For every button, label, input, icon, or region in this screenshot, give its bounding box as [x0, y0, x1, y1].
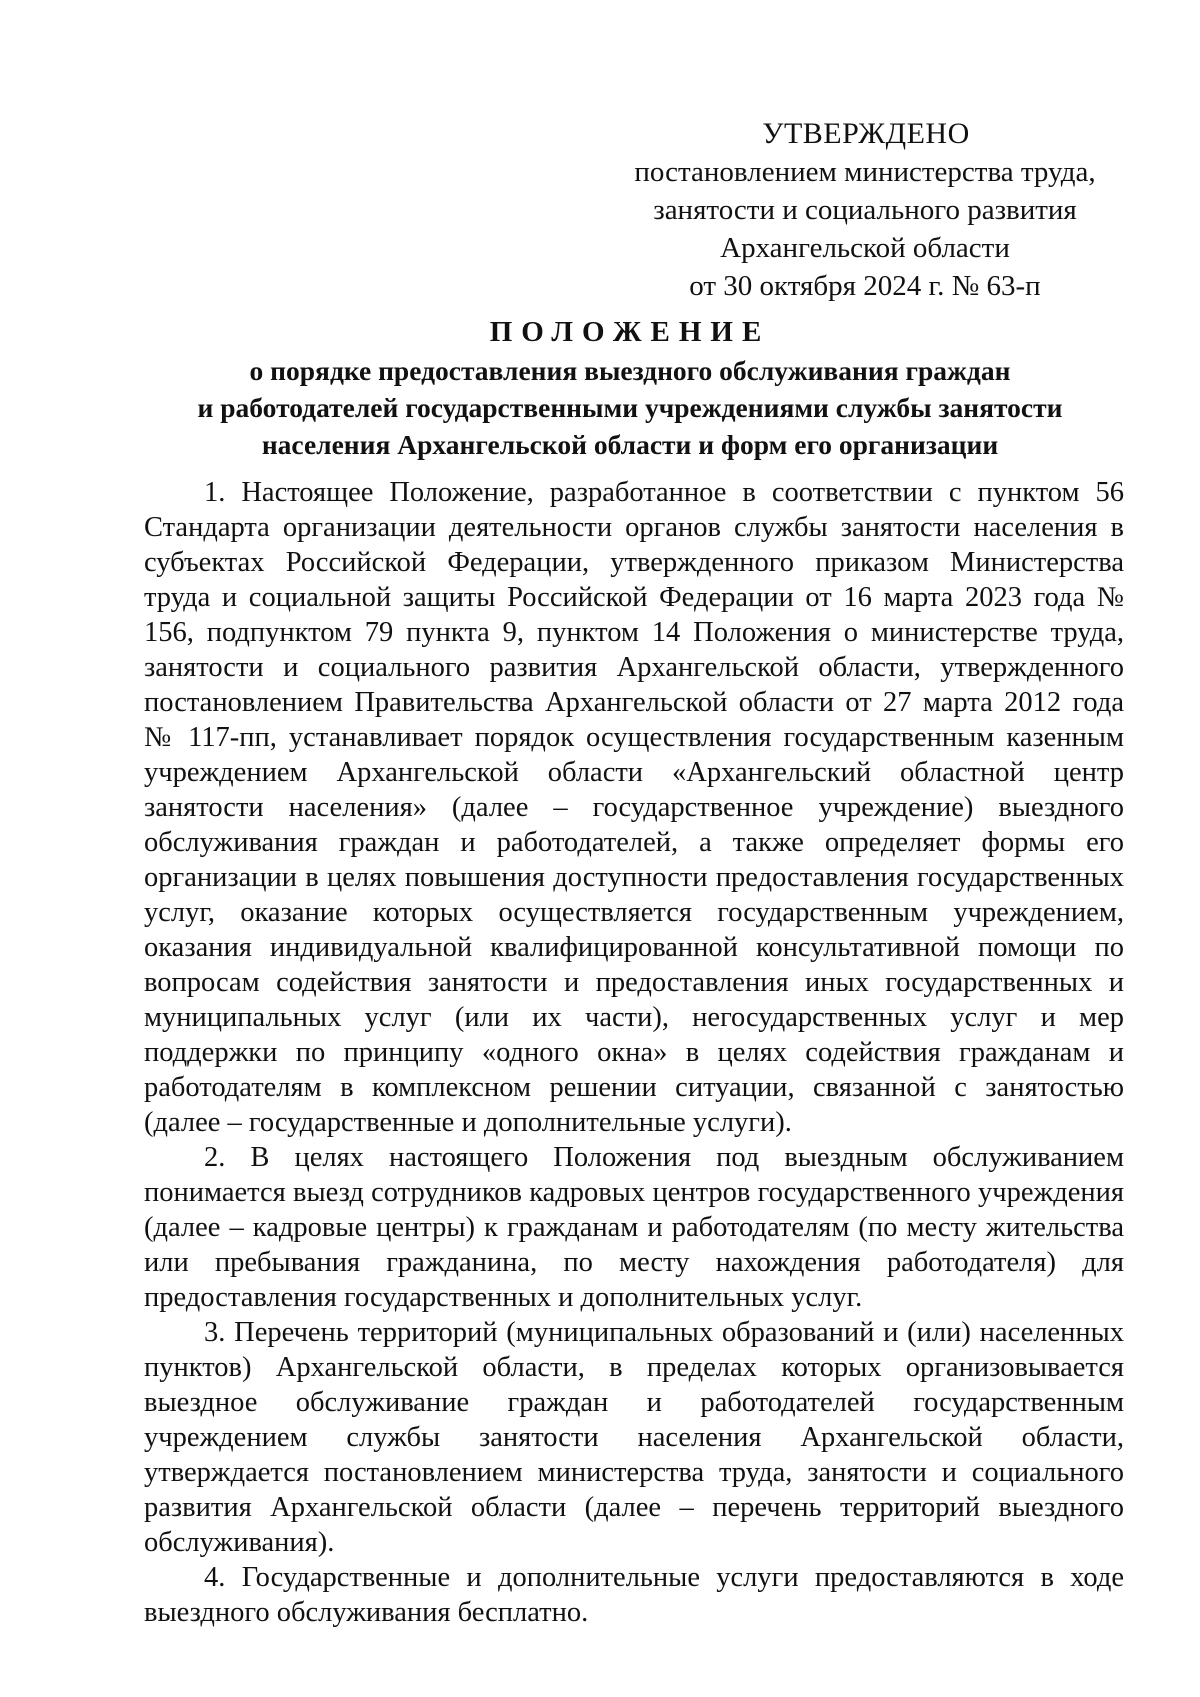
paragraph-4: 4. Государственные и дополнительные услуги предоставляются в ходе выездного обслуживания бесплатно. — [144, 1562, 1124, 1628]
paragraph-3: 3. Перечень территорий (муниципальных образований и (или) населенных пунктов) Архангельской области, в пределах которых организовывается выездное обслуживание граждан и работодателей государственным учреждением службы занятости населения Архангельской области, утверждается постановлением министерства труда, занятости и социального развития Архангельской области (далее – перечень территорий выездного обслуживания). — [144, 1317, 1124, 1558]
document-body — [144, 475, 1124, 1630]
approval-line: Архангельской области — [720, 232, 1010, 264]
approval-line: постановлением министерства труда, — [634, 156, 1096, 188]
document-subtitle-line: о порядке предоставления выездного обслуживания граждан — [249, 355, 1011, 386]
document-subtitle-line: населения Архангельской области и форм его организации — [261, 429, 999, 460]
approval-heading: УТВЕРЖДЕНО — [762, 117, 970, 150]
paragraph-1: 1. Настоящее Положение, разработанное в соответствии с пунктом 56 Стандарта организации деятельности органов службы занятости населения в субъектах Российской Федерации, утвержденного приказом Министерства труда и социальной защиты Российской Федерации от 16 марта 2023 года № 156, подпунктом 79 пункта 9, пунктом 14 Положения о министерстве труда, занятости и социального развития Архангельской области, утвержденного постановлением Правительства Архангельской области от 27 марта 2012 года № 117-пп, устанавливает порядок осуществления государственным казенным учреждением Архангельской области «Архангельский областной центр занятости населения» (далее – государственное учреждение) выездного обслуживания граждан и работодателей, а также определяет формы его организации в целях повышения доступности предоставления государственных услуг, оказание которых осуществляется государственным учреждением, оказания индивидуальной квалифицированной консультативной помощи по вопросам содействия занятости и предоставления иных государственных и муниципальных услуг (или их части), негосударственных услуг и мер поддержки по принципу «одного окна» в целях содействия гражданам и работодателям в комплексном решении ситуации, связанной с занятостью (далее – государственные и дополнительные услуги). — [144, 477, 1124, 1138]
approval-stamp-block — [600, 115, 1130, 305]
approval-date-number: от 30 октября 2024 г. № 63-п — [689, 270, 1041, 302]
approval-line: занятости и социального развития — [653, 194, 1077, 226]
document-type-heading: ПОЛОЖЕНИЕ — [489, 316, 771, 348]
document-title-block — [140, 312, 1120, 463]
document-subtitle-line: и работодателей государственными учреждениями службы занятости — [197, 392, 1063, 423]
paragraph-2: 2. В целях настоящего Положения под выездным обслуживанием понимается выезд сотрудников кадровых центров государственного учреждения (далее – кадровые центры) к гражданам и работодателям (по месту жительства или пребывания гражданина, по месту нахождения работодателя) для предоставления государственных и дополнительных услуг. — [144, 1142, 1124, 1313]
